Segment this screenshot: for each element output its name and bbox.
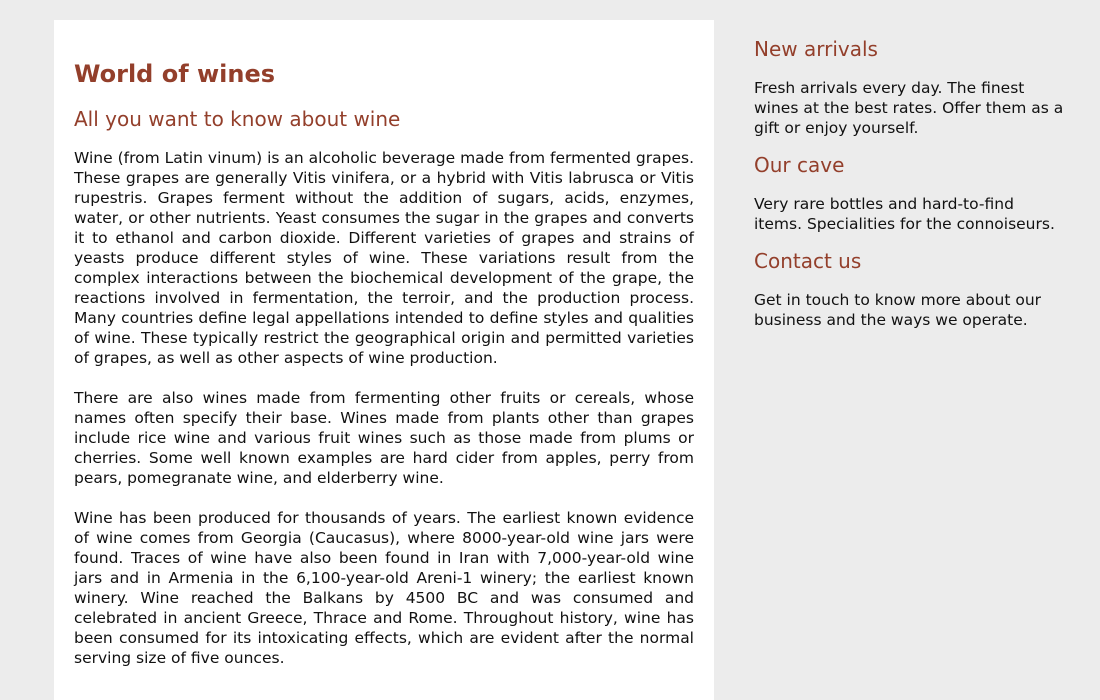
sidebar-heading-new-arrivals: New arrivals [754, 37, 878, 61]
sidebar-section-new-arrivals [754, 36, 1064, 138]
page-title: World of wines [74, 60, 276, 88]
article-paragraph-3: Wine has been produced for thousands of years. The earliest known evidence of wine comes from Georgia (Caucasus), where 8000-year-old wine jars were found. Traces of wine have also been found in Iran with 7,000-year-old wine jars and in Armenia in the 6,100-year-old Areni-1 winery; the earliest known winery. Wine reached the Balkans by 4500 BC and was consumed and celebrated in ancient Greece, Thrace and Rome. Throughout history, wine has been consumed for its intoxicating effects, which are evident after the normal serving size of five ounces. [74, 509, 694, 667]
sidebar-heading-contact-us: Contact us [754, 249, 862, 273]
main-content [54, 20, 714, 700]
article-paragraph-2: There are also wines made from fermenting other fruits or cereals, whose names often specify their base. Wines made from plants other than grapes include rice wine and various fruit wines such as those made from plums or cherries. Some well known examples are hard cider from apples, perry from pears, pomegranate wine, and elderberry wine. [74, 389, 694, 487]
sidebar [754, 36, 1064, 330]
sidebar-text-contact-us: Get in touch to know more about our business and the ways we operate. [754, 291, 1042, 329]
sidebar-section-our-cave [754, 152, 1064, 234]
article-paragraph-1: Wine (from Latin vinum) is an alcoholic beverage made from fermented grapes. These grapes are generally Vitis vinifera, or a hybrid with Vitis labrusca or Vitis rupestris. Grapes ferment without the addition of sugars, acids, enzymes, water, or other nutrients. Yeast consumes the sugar in the grapes and converts it to ethanol and carbon dioxide. Different varieties of grapes and strains of yeasts produce different styles of wine. These variations result from the complex interactions between the biochemical development of the grape, the reactions involved in fermentation, the terroir, and the production process. Many countries define legal appellations intended to define styles and qualities of wine. These typically restrict the geographical origin and permitted varieties of grapes, as well as other aspects of wine production. [74, 149, 694, 367]
sidebar-heading-our-cave: Our cave [754, 153, 845, 177]
page-subtitle: All you want to know about wine [74, 107, 401, 131]
sidebar-section-contact-us [754, 248, 1064, 330]
sidebar-text-new-arrivals: Fresh arrivals every day. The finest wines at the best rates. Offer them as a gift or enjoy yourself. [754, 79, 1064, 137]
sidebar-text-our-cave: Very rare bottles and hard-to-find items. Specialities for the connoiseurs. [754, 195, 1055, 233]
